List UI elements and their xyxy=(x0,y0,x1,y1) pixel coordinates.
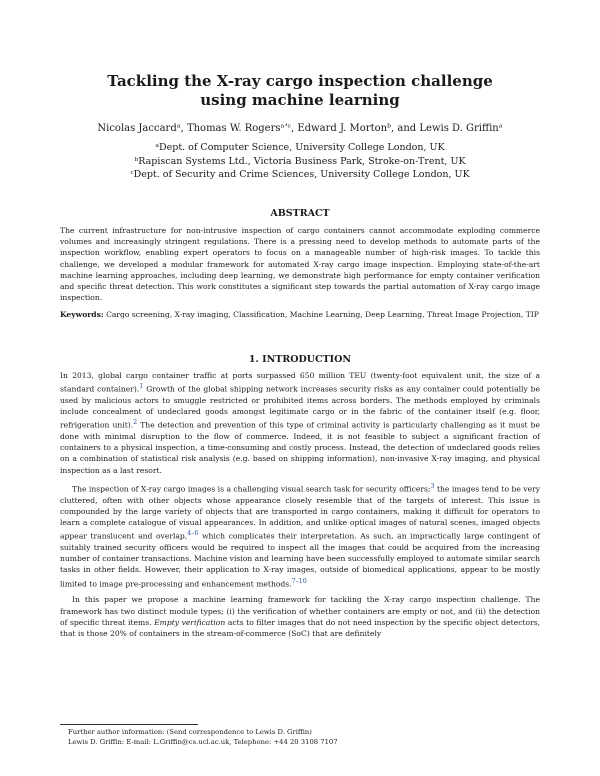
intro-paragraph-3: In this paper we propose a machine learning framework for tackling the X-ray cargo inspection challenge. The framework has two distinct module types; (i) the verification of whether containers are empty or not, and (ii) the detection of specific threat items. Empty verification acts to filter images that do not need inspection by the specific object detectors, that is those 20% of containers in the stream-of-commerce (SoC) that are definitely xyxy=(60,595,541,638)
citation-link[interactable]: 4–6 xyxy=(187,530,199,538)
title-line-2: using machine learning xyxy=(200,91,400,109)
affiliation-b: ᵇRapiscan Systems Ltd., Victoria Business Park, Stroke-on-Trent, UK xyxy=(134,155,466,167)
title-line-1: Tackling the X-ray cargo inspection challenge xyxy=(107,72,493,90)
abstract-section xyxy=(60,225,540,321)
paper-title xyxy=(60,72,540,110)
intro-heading: 1. INTRODUCTION xyxy=(248,354,352,365)
keywords xyxy=(60,309,540,320)
footnote-divider xyxy=(60,724,198,725)
author-list: Nicolas Jaccardᵃ, Thomas W. Rogersᵃʼᶜ, Edward J. Mortonᵇ, and Lewis D. Griffinᵃ xyxy=(97,123,503,134)
emphasis-term: Empty verification xyxy=(154,617,226,627)
citation-link[interactable]: 1 xyxy=(139,383,144,391)
footnotes xyxy=(60,727,540,747)
keywords-text: Cargo screening, X-ray imaging, Classification, Machine Learning, Deep Learning, Threat Image Projection, TIP xyxy=(106,310,539,320)
citation-link[interactable]: 7–10 xyxy=(291,577,307,585)
intro-section xyxy=(60,370,540,639)
footnote-contact: Lewis D. Griffin: E-mail: L.Griffin@cs.ucl.ac.uk, Telephone: +44 20 3108 7107 xyxy=(68,738,338,746)
affiliation-c: ᶜDept. of Security and Crime Sciences, University College London, UK xyxy=(130,169,470,180)
abstract-text: The current infrastructure for non-intrusive inspection of cargo containers cannot accommodate exploding commerce volumes and increasingly stringent regulations. There is a pressing need to develop methods to automate parts of the inspection workflow, enabling expert operators to focus on a manageable number of high-risk images. To tackle this challenge, we developed a modular framework for automated X-ray cargo image inspection. Employing state-of-the-art machine learning approaches, including deep learning, we demonstrate high performance for empty container verification and specific threat detection. This work constitutes a significant step towards the partial automation of X-ray cargo image inspection. xyxy=(60,226,540,303)
intro-paragraph-2: The inspection of X-ray cargo images is a challenging visual search task for security officers;$^3$ the images tend to be very cluttered, often with other objects whose appearance closely resemble that of the targets of interest. This issue is compounded by the large variety of objects that are transported in cargo containers, making it difficult for operators to learn a complete catalogue of visual appearances. In addition, and unlike optical images of natural scenes, imaged objects appear translucent and overlap,$^{4-6}$ which complicates their interpretation. As such, an impractically large contingent of suitably trained security officers would be required to inspect all the images that could be acquired from the increasing number of container transactions. Machine vision and learning have been successfully employed to automate similar search tasks in other fields. However, their application to X-ray images, outside of biomedical applications, appear to be mostly limited to image pre-processing and enhancement methods.$^{7-10}$ xyxy=(60,482,540,589)
abstract-heading: ABSTRACT xyxy=(270,208,330,219)
footnote-author-info: Further author information: (Send correspondence to Lewis D. Griffin) xyxy=(68,728,312,736)
citation-link[interactable]: 2 xyxy=(133,419,138,427)
intro-paragraph-1: In 2013, global cargo container traffic at ports surpassed 650 million TEU (twenty-foot equivalent unit, the size of a standard container).$^1$ Growth of the global shipping network increases security risks as any container could potentially be used by malicious actors to smuggle restricted or prohibited items across borders. The methods employed by criminals include concealment of undeclared goods amongst legitimate cargo or in the fabric of the container itself (e.g. floor, refrigeration unit).$^2$ The detection and prevention of this type of criminal activity is particularly challenging as it must be done with minimal disruption to the flow of commerce. Indeed, it is not feasible to subject a significant fraction of containers to a physical inspection, a time-consuming and costly process. Instead, the detection of undeclared goods relies on a combination of statistical risk analysis (e.g. based on shipping information), non-invasive X-ray imaging, and physical inspection as a last resort. xyxy=(60,371,540,475)
keywords-label: Keywords: xyxy=(60,310,104,320)
affiliation-list xyxy=(100,141,500,182)
citation-link[interactable]: 3 xyxy=(430,482,435,490)
affiliation-a: ᵃDept. of Computer Science, University College London, UK xyxy=(155,142,445,153)
